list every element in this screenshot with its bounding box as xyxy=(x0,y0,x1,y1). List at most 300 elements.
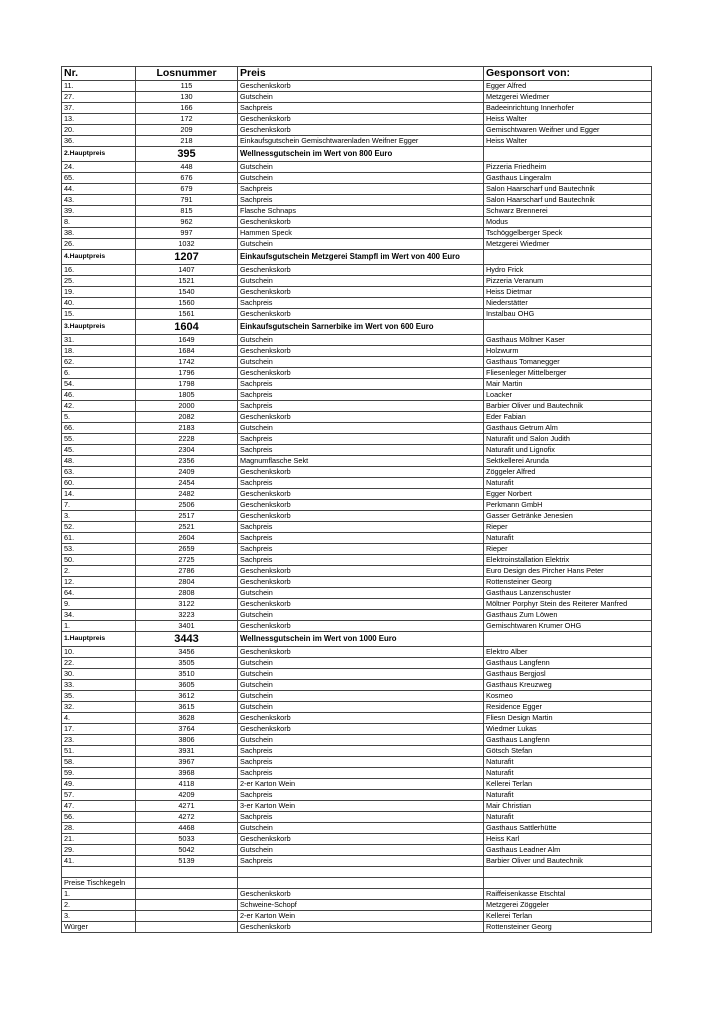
cell-sponsor: Sektkellerei Arunda xyxy=(484,456,652,467)
cell-preis: Geschenkskorb xyxy=(238,647,484,658)
table-row xyxy=(62,823,652,834)
cell-nr: 7. xyxy=(62,500,136,511)
cell-nr: 47. xyxy=(62,801,136,812)
cell-losnummer: 4209 xyxy=(136,790,238,801)
cell-losnummer: 3122 xyxy=(136,599,238,610)
cell-nr: 11. xyxy=(62,81,136,92)
cell-losnummer xyxy=(136,900,238,911)
cell-losnummer: 3931 xyxy=(136,746,238,757)
cell-nr: 13. xyxy=(62,114,136,125)
cell-sponsor: Heiss Karl xyxy=(484,834,652,845)
cell-preis: Geschenkskorb xyxy=(238,566,484,577)
cell-nr: 2. xyxy=(62,566,136,577)
table-row xyxy=(62,228,652,239)
table-row xyxy=(62,412,652,423)
cell-nr: 19. xyxy=(62,287,136,298)
table-row xyxy=(62,713,652,724)
main-prize-row xyxy=(62,147,652,162)
cell-losnummer: 448 xyxy=(136,162,238,173)
table-row xyxy=(62,114,652,125)
cell-nr: 3.Hauptpreis xyxy=(62,320,136,335)
cell-nr: 29. xyxy=(62,845,136,856)
table-row xyxy=(62,889,652,900)
cell-losnummer: 3605 xyxy=(136,680,238,691)
table-row xyxy=(62,346,652,357)
cell-nr: 37. xyxy=(62,103,136,114)
cell-preis: Gutschein xyxy=(238,735,484,746)
cell-preis xyxy=(238,867,484,878)
cell-sponsor: Holzwurm xyxy=(484,346,652,357)
cell-sponsor: Gasthaus Bergjosl xyxy=(484,669,652,680)
cell-nr: 20. xyxy=(62,125,136,136)
cell-nr: 65. xyxy=(62,173,136,184)
cell-nr: 36. xyxy=(62,136,136,147)
table-row xyxy=(62,206,652,217)
cell-preis: Sachpreis xyxy=(238,401,484,412)
cell-losnummer: 3443 xyxy=(136,632,238,647)
main-prize-row xyxy=(62,632,652,647)
cell-preis: Geschenkskorb xyxy=(238,114,484,125)
table-row xyxy=(62,900,652,911)
cell-nr: 64. xyxy=(62,588,136,599)
table-row xyxy=(62,757,652,768)
cell-preis: Sachpreis xyxy=(238,768,484,779)
blank-row xyxy=(62,867,652,878)
cell-nr: 15. xyxy=(62,309,136,320)
cell-sponsor: Heiss Dietmar xyxy=(484,287,652,298)
cell-sponsor xyxy=(484,878,652,889)
cell-sponsor: Naturafit xyxy=(484,768,652,779)
cell-nr: 35. xyxy=(62,691,136,702)
cell-sponsor: Gasthaus Getrum Alm xyxy=(484,423,652,434)
cell-nr: 41. xyxy=(62,856,136,867)
cell-nr: 62. xyxy=(62,357,136,368)
cell-losnummer: 3764 xyxy=(136,724,238,735)
cell-sponsor: Rieper xyxy=(484,522,652,533)
cell-preis: Sachpreis xyxy=(238,533,484,544)
cell-sponsor: Gasthaus Sattlerhütte xyxy=(484,823,652,834)
cell-preis: Gutschein xyxy=(238,276,484,287)
table-row xyxy=(62,724,652,735)
table-row xyxy=(62,533,652,544)
cell-losnummer: 2659 xyxy=(136,544,238,555)
table-row xyxy=(62,265,652,276)
cell-preis: Geschenkskorb xyxy=(238,621,484,632)
cell-preis: Sachpreis xyxy=(238,757,484,768)
cell-sponsor: Gasthaus Lanzenschuster xyxy=(484,588,652,599)
cell-losnummer: 3510 xyxy=(136,669,238,680)
cell-preis: Gutschein xyxy=(238,162,484,173)
table-row xyxy=(62,669,652,680)
cell-losnummer: 676 xyxy=(136,173,238,184)
cell-nr: 22. xyxy=(62,658,136,669)
cell-nr: 1. xyxy=(62,621,136,632)
table-row xyxy=(62,456,652,467)
cell-losnummer: 3505 xyxy=(136,658,238,669)
cell-preis: Gutschein xyxy=(238,173,484,184)
table-row xyxy=(62,702,652,713)
cell-preis: Gutschein xyxy=(238,357,484,368)
cell-preis: Gutschein xyxy=(238,845,484,856)
table-row xyxy=(62,544,652,555)
table-row xyxy=(62,790,652,801)
cell-sponsor: Pizzeria Veranum xyxy=(484,276,652,287)
header-sponsor: Gesponsort von: xyxy=(484,67,652,81)
cell-preis: 3-er Karton Wein xyxy=(238,801,484,812)
cell-nr: 48. xyxy=(62,456,136,467)
cell-nr: 60. xyxy=(62,478,136,489)
table-row xyxy=(62,522,652,533)
cell-preis: Wellnessgutschein im Wert von 800 Euro xyxy=(238,147,484,162)
table-row xyxy=(62,922,652,933)
cell-nr: 10. xyxy=(62,647,136,658)
cell-nr: 57. xyxy=(62,790,136,801)
cell-preis: Sachpreis xyxy=(238,522,484,533)
table-row xyxy=(62,779,652,790)
cell-nr: 1.Hauptpreis xyxy=(62,632,136,647)
cell-sponsor: Naturafit xyxy=(484,790,652,801)
table-row xyxy=(62,434,652,445)
cell-sponsor: Euro Design des Pircher Hans Peter xyxy=(484,566,652,577)
table-row xyxy=(62,845,652,856)
table-row xyxy=(62,368,652,379)
cell-preis: Gutschein xyxy=(238,610,484,621)
cell-losnummer: 1561 xyxy=(136,309,238,320)
cell-sponsor: Raiffeisenkasse Etschtal xyxy=(484,889,652,900)
header-nr: Nr. xyxy=(62,67,136,81)
table-row xyxy=(62,81,652,92)
table-row xyxy=(62,195,652,206)
table-body xyxy=(62,81,652,933)
cell-sponsor: Kellerei Terlan xyxy=(484,911,652,922)
cell-preis: Geschenkskorb xyxy=(238,217,484,228)
table-row xyxy=(62,173,652,184)
cell-losnummer: 2409 xyxy=(136,467,238,478)
cell-losnummer: 166 xyxy=(136,103,238,114)
cell-nr: Preise Tischkegeln xyxy=(62,878,136,889)
cell-nr: 2.Hauptpreis xyxy=(62,147,136,162)
table-row xyxy=(62,335,652,346)
cell-nr: 66. xyxy=(62,423,136,434)
cell-sponsor: Zöggeler Alfred xyxy=(484,467,652,478)
cell-preis: Sachpreis xyxy=(238,445,484,456)
table-row xyxy=(62,555,652,566)
cell-preis: Sachpreis xyxy=(238,390,484,401)
cell-losnummer: 5042 xyxy=(136,845,238,856)
header-losnummer: Losnummer xyxy=(136,67,238,81)
cell-sponsor: Gasser Getränke Jenesien xyxy=(484,511,652,522)
cell-preis: Sachpreis xyxy=(238,195,484,206)
cell-preis: Geschenkskorb xyxy=(238,511,484,522)
table-row xyxy=(62,658,652,669)
table-row xyxy=(62,812,652,823)
table-row xyxy=(62,287,652,298)
cell-losnummer: 115 xyxy=(136,81,238,92)
cell-nr: 18. xyxy=(62,346,136,357)
cell-preis: Magnumflasche Sekt xyxy=(238,456,484,467)
cell-nr: 43. xyxy=(62,195,136,206)
cell-sponsor: Schwarz Brennerei xyxy=(484,206,652,217)
cell-preis: Gutschein xyxy=(238,823,484,834)
cell-nr: 28. xyxy=(62,823,136,834)
cell-nr: 12. xyxy=(62,577,136,588)
cell-sponsor: Rieper xyxy=(484,544,652,555)
cell-preis: Einkaufsgutschein Sarnerbike im Wert von 600 Euro xyxy=(238,320,484,335)
table-row xyxy=(62,680,652,691)
table-row xyxy=(62,136,652,147)
cell-preis: Geschenkskorb xyxy=(238,125,484,136)
cell-sponsor: Residence Egger xyxy=(484,702,652,713)
cell-losnummer: 815 xyxy=(136,206,238,217)
cell-nr: 33. xyxy=(62,680,136,691)
cell-nr: 53. xyxy=(62,544,136,555)
table-row xyxy=(62,357,652,368)
cell-sponsor: Perkmann GmbH xyxy=(484,500,652,511)
cell-sponsor: Rottensteiner Georg xyxy=(484,922,652,933)
cell-losnummer: 2183 xyxy=(136,423,238,434)
table-row xyxy=(62,588,652,599)
cell-losnummer: 3628 xyxy=(136,713,238,724)
cell-preis: Gutschein xyxy=(238,588,484,599)
table-row xyxy=(62,184,652,195)
cell-preis: Geschenkskorb xyxy=(238,500,484,511)
cell-sponsor: Salon Haarscharf und Bautechnik xyxy=(484,184,652,195)
cell-sponsor: Götsch Stefan xyxy=(484,746,652,757)
cell-preis: Geschenkskorb xyxy=(238,346,484,357)
cell-nr: 46. xyxy=(62,390,136,401)
cell-preis: Sachpreis xyxy=(238,298,484,309)
cell-nr: 54. xyxy=(62,379,136,390)
cell-nr: 63. xyxy=(62,467,136,478)
cell-sponsor: Instalbau OHG xyxy=(484,309,652,320)
cell-sponsor: Naturafit xyxy=(484,812,652,823)
cell-sponsor: Gemischtwaren Weifner und Egger xyxy=(484,125,652,136)
cell-losnummer xyxy=(136,867,238,878)
table-row xyxy=(62,834,652,845)
table-row xyxy=(62,239,652,250)
cell-sponsor: Pizzeria Friedheim xyxy=(484,162,652,173)
cell-losnummer: 1560 xyxy=(136,298,238,309)
cell-preis: Sachpreis xyxy=(238,812,484,823)
cell-losnummer: 679 xyxy=(136,184,238,195)
cell-losnummer: 4272 xyxy=(136,812,238,823)
cell-preis: Sachpreis xyxy=(238,790,484,801)
cell-losnummer: 3967 xyxy=(136,757,238,768)
cell-preis: Geschenkskorb xyxy=(238,834,484,845)
cell-nr: 16. xyxy=(62,265,136,276)
cell-sponsor xyxy=(484,320,652,335)
cell-losnummer: 2604 xyxy=(136,533,238,544)
cell-losnummer xyxy=(136,922,238,933)
cell-preis: Sachpreis xyxy=(238,184,484,195)
cell-losnummer: 4468 xyxy=(136,823,238,834)
cell-sponsor: Fliesn Design Martin xyxy=(484,713,652,724)
cell-losnummer: 1407 xyxy=(136,265,238,276)
table-row xyxy=(62,691,652,702)
cell-sponsor: Salon Haarscharf und Bautechnik xyxy=(484,195,652,206)
cell-sponsor: Kosmeo xyxy=(484,691,652,702)
prize-table xyxy=(61,66,652,933)
table-row xyxy=(62,489,652,500)
cell-nr: 38. xyxy=(62,228,136,239)
cell-losnummer: 3968 xyxy=(136,768,238,779)
cell-preis: 2-er Karton Wein xyxy=(238,911,484,922)
cell-preis xyxy=(238,878,484,889)
cell-nr: 40. xyxy=(62,298,136,309)
cell-losnummer: 2725 xyxy=(136,555,238,566)
table-row xyxy=(62,878,652,889)
cell-preis: Geschenkskorb xyxy=(238,81,484,92)
cell-losnummer: 2521 xyxy=(136,522,238,533)
cell-nr: 24. xyxy=(62,162,136,173)
cell-sponsor: Rottensteiner Georg xyxy=(484,577,652,588)
cell-sponsor: Niederstätter xyxy=(484,298,652,309)
cell-losnummer: 2482 xyxy=(136,489,238,500)
table-row xyxy=(62,621,652,632)
table-row xyxy=(62,390,652,401)
cell-nr: 55. xyxy=(62,434,136,445)
cell-losnummer: 1805 xyxy=(136,390,238,401)
cell-preis: Geschenkskorb xyxy=(238,309,484,320)
cell-nr: 52. xyxy=(62,522,136,533)
cell-sponsor: Gasthaus Möltner Kaser xyxy=(484,335,652,346)
table-row xyxy=(62,423,652,434)
table-row xyxy=(62,379,652,390)
cell-sponsor: Fliesenleger Mittelberger xyxy=(484,368,652,379)
cell-preis: Sachpreis xyxy=(238,555,484,566)
cell-nr: 3. xyxy=(62,911,136,922)
cell-sponsor: Gasthaus Langfenn xyxy=(484,735,652,746)
cell-preis: Geschenkskorb xyxy=(238,922,484,933)
cell-losnummer: 2808 xyxy=(136,588,238,599)
cell-preis: Gutschein xyxy=(238,680,484,691)
cell-preis: Wellnessgutschein im Wert von 1000 Euro xyxy=(238,632,484,647)
cell-preis: Gutschein xyxy=(238,702,484,713)
table-row xyxy=(62,911,652,922)
cell-losnummer: 1032 xyxy=(136,239,238,250)
cell-sponsor: Metzgerei Wiedmer xyxy=(484,239,652,250)
cell-sponsor: Naturafit xyxy=(484,757,652,768)
cell-sponsor: Egger Alfred xyxy=(484,81,652,92)
cell-sponsor: Gasthaus Kreuzweg xyxy=(484,680,652,691)
cell-preis: Sachpreis xyxy=(238,746,484,757)
cell-sponsor xyxy=(484,250,652,265)
cell-sponsor: Barbier Oliver und Bautechnik xyxy=(484,401,652,412)
cell-losnummer xyxy=(136,889,238,900)
cell-preis: Geschenkskorb xyxy=(238,287,484,298)
cell-losnummer: 2804 xyxy=(136,577,238,588)
cell-preis: 2-er Karton Wein xyxy=(238,779,484,790)
cell-sponsor: Egger Norbert xyxy=(484,489,652,500)
cell-losnummer: 130 xyxy=(136,92,238,103)
cell-losnummer: 2506 xyxy=(136,500,238,511)
cell-preis: Gutschein xyxy=(238,669,484,680)
cell-losnummer xyxy=(136,878,238,889)
table-row xyxy=(62,103,652,114)
cell-nr: 25. xyxy=(62,276,136,287)
cell-nr: 1. xyxy=(62,889,136,900)
cell-sponsor: Gasthaus Lingeralm xyxy=(484,173,652,184)
cell-nr: 27. xyxy=(62,92,136,103)
cell-nr: 26. xyxy=(62,239,136,250)
table-row xyxy=(62,467,652,478)
cell-nr: 34. xyxy=(62,610,136,621)
cell-losnummer: 1796 xyxy=(136,368,238,379)
cell-nr: 4. xyxy=(62,713,136,724)
cell-preis: Schweine-Schopf xyxy=(238,900,484,911)
cell-nr: 31. xyxy=(62,335,136,346)
cell-preis: Hammen Speck xyxy=(238,228,484,239)
cell-nr: 42. xyxy=(62,401,136,412)
cell-preis: Sachpreis xyxy=(238,103,484,114)
cell-preis: Gutschein xyxy=(238,239,484,250)
cell-sponsor xyxy=(484,867,652,878)
cell-preis: Flasche Schnaps xyxy=(238,206,484,217)
cell-preis: Sachpreis xyxy=(238,379,484,390)
cell-sponsor: Heiss Walter xyxy=(484,114,652,125)
cell-losnummer: 1207 xyxy=(136,250,238,265)
table-row xyxy=(62,500,652,511)
main-prize-row xyxy=(62,320,652,335)
cell-losnummer: 791 xyxy=(136,195,238,206)
cell-sponsor: Loacker xyxy=(484,390,652,401)
cell-nr: 30. xyxy=(62,669,136,680)
cell-sponsor: Elektro Alber xyxy=(484,647,652,658)
table-row xyxy=(62,566,652,577)
table-row xyxy=(62,801,652,812)
cell-preis: Einkaufsgutschein Gemischtwarenladen Weifner Egger xyxy=(238,136,484,147)
table-row xyxy=(62,768,652,779)
cell-nr: 14. xyxy=(62,489,136,500)
cell-sponsor: Mair Martin xyxy=(484,379,652,390)
cell-nr xyxy=(62,867,136,878)
cell-nr: 45. xyxy=(62,445,136,456)
table-row xyxy=(62,298,652,309)
cell-losnummer: 962 xyxy=(136,217,238,228)
cell-sponsor: Gasthaus Zum Löwen xyxy=(484,610,652,621)
cell-sponsor: Naturafit xyxy=(484,478,652,489)
cell-losnummer: 1540 xyxy=(136,287,238,298)
cell-nr: 39. xyxy=(62,206,136,217)
cell-losnummer: 1649 xyxy=(136,335,238,346)
cell-losnummer: 1684 xyxy=(136,346,238,357)
cell-preis: Geschenkskorb xyxy=(238,599,484,610)
cell-losnummer: 4118 xyxy=(136,779,238,790)
cell-losnummer: 2228 xyxy=(136,434,238,445)
cell-nr: 17. xyxy=(62,724,136,735)
cell-nr: 61. xyxy=(62,533,136,544)
cell-preis: Geschenkskorb xyxy=(238,724,484,735)
cell-sponsor: Wiedmer Lukas xyxy=(484,724,652,735)
cell-nr: 49. xyxy=(62,779,136,790)
header-row xyxy=(62,67,652,81)
cell-nr: 9. xyxy=(62,599,136,610)
cell-sponsor: Naturafit xyxy=(484,533,652,544)
cell-losnummer: 2304 xyxy=(136,445,238,456)
cell-losnummer: 2082 xyxy=(136,412,238,423)
cell-nr: 56. xyxy=(62,812,136,823)
cell-preis: Gutschein xyxy=(238,658,484,669)
cell-losnummer: 1521 xyxy=(136,276,238,287)
cell-losnummer: 2786 xyxy=(136,566,238,577)
cell-nr: 8. xyxy=(62,217,136,228)
cell-preis: Geschenkskorb xyxy=(238,577,484,588)
table-row xyxy=(62,511,652,522)
cell-sponsor xyxy=(484,632,652,647)
cell-preis: Geschenkskorb xyxy=(238,265,484,276)
cell-losnummer: 395 xyxy=(136,147,238,162)
cell-losnummer: 1798 xyxy=(136,379,238,390)
